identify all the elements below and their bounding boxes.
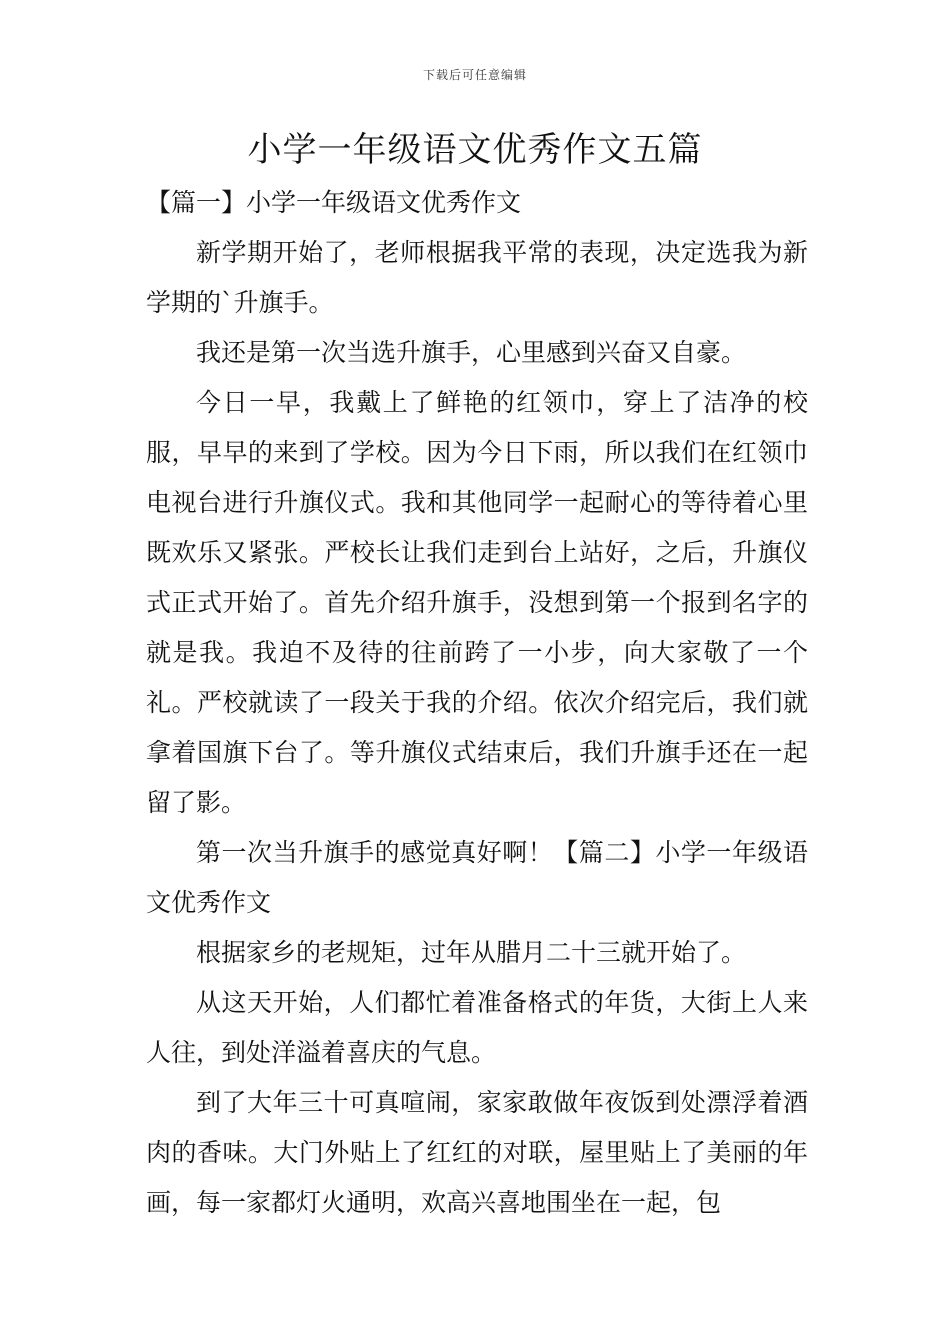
header-note: 下载后可任意编辑: [422, 68, 527, 82]
paragraph: 到了大年三十可真喧闹，家家敢做年夜饭到处漂浮着酒肉的香味。大门外贴上了红红的对联，屋里贴上了美丽的年画，每一家都灯火通明，欢高兴喜地围坐在一起，包: [146, 1088, 808, 1217]
document-body: [146, 178, 808, 1228]
paragraph: 第一次当升旗手的感觉真好啊！【篇二】小学一年级语文优秀作文: [146, 838, 808, 917]
document-title: 小学一年级语文优秀作文五篇: [247, 130, 703, 170]
paragraph: 从这天开始，人们都忙着准备格式的年货，大街上人来人往，到处洋溢着喜庆的气息。: [146, 988, 808, 1067]
paragraph: 根据家乡的老规矩，过年从腊月二十三就开始了。: [196, 938, 747, 967]
paragraph: 今日一早，我戴上了鲜艳的红领巾，穿上了洁净的校服，早早的来到了学校。因为今日下雨，所以我们在红领巾电视台进行升旗仪式。我和其他同学一起耐心的等待着心里既欢乐又紧张。严校长让我们走到台上站好，之后，升旗仪式正式开始了。首先介绍升旗手，没想到第一个报到名字的就是我。我迫不及待的往前跨了一小步，向大家敬了一个礼。严校就读了一段关于我的介绍。依次介绍完后，我们就拿着国旗下台了。等升旗仪式结束后，我们升旗手还在一起留了影。: [146, 388, 808, 817]
paragraph: 我还是第一次当选升旗手，心里感到兴奋又自豪。: [196, 338, 747, 367]
section-heading: 【篇一】小学一年级语文优秀作文: [146, 188, 522, 217]
paragraph: 新学期开始了，老师根据我平常的表现，决定选我为新学期的`升旗手。: [146, 238, 808, 317]
